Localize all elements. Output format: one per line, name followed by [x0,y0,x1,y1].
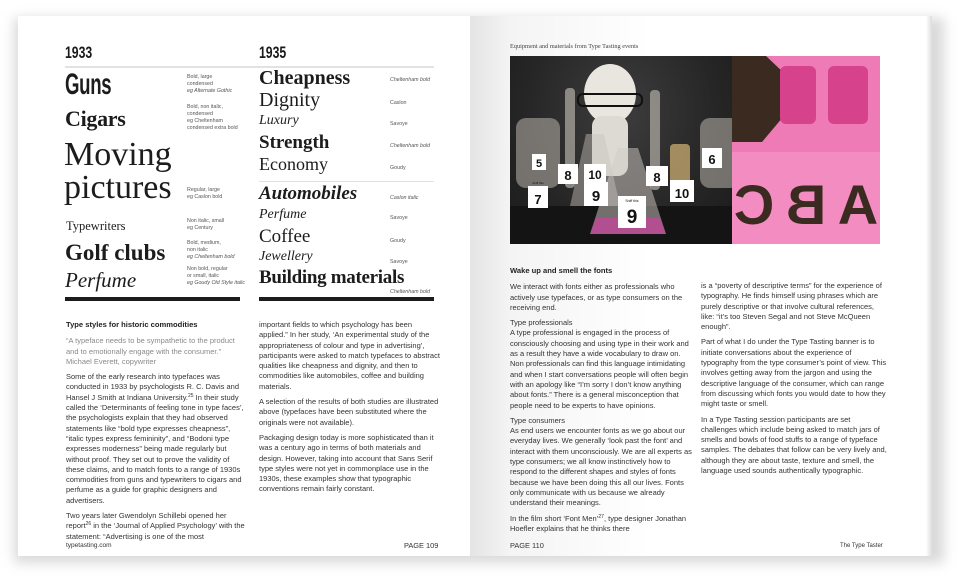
note-example: eg Cheltenham bold [187,254,235,260]
label-number: 10 [674,186,690,201]
specimen-word: Golf clubs [65,240,166,265]
note-line: Bold, large [187,74,213,80]
label-number: 6 [708,152,716,167]
paragraph: Packaging design today is more sophisticated than it was a century ago in terms of both materials and design. However, taking into account that Sans Serif type styles were not yet in commonplace use in the 1930s, these examples show that typographic conventions remain fairly constant. [259,432,434,494]
section-heading: Wake up and smell the fonts [510,266,613,275]
specimen-font-name: Goudy [390,238,406,244]
jar [516,118,560,188]
note-line: eg Century [187,225,213,231]
specimen-note [187,218,224,232]
mould-cavity [780,66,816,124]
specimen-note [187,74,232,95]
divider [65,297,240,301]
paragraph: Type professionals A type professional is engaged in the process of consciously choosing and using type in their work and as a result they have a wide vocabulary to draw on. Non professionals can find this language intimidating and when I start conversations people will often begin with an apology like “I’m sorry I don’t know anything about fonts.” There is a general misconception that people need to be experts to have opinions. [510,318,692,411]
left-column-2 [259,320,441,500]
specimen-word: Cheapness [259,67,351,89]
specimen-word: Luxury [259,113,299,128]
note-line: condensed [187,81,213,87]
specimen-1933 [64,42,259,292]
specimen-font-name: Savoye [390,259,408,265]
footnote-ref[interactable]: 27 [598,513,604,520]
label-number: 7 [534,192,542,207]
specimen-word: Economy [259,154,328,174]
footnote-ref[interactable]: 26 [85,521,92,528]
paragraph: We interact with fonts either as professionals who actively use typefaces, or as type consumers on the receiving end. [510,282,683,312]
specimen-word: Perfume [259,207,307,222]
subheading: Type consumers [510,415,566,425]
subheading: Type professionals [510,318,573,328]
specimen-year: 1935 [259,43,287,62]
label-number: 8 [564,168,572,183]
specimen-word: Perfume [65,268,137,292]
chocolate-letter: C [733,173,775,236]
mould-cavity [828,66,868,124]
divider [259,181,434,182]
specimen-font-name: Savoye [390,121,408,127]
note-example: eg Goudy Old Style italic [187,280,245,286]
label-text: Sniff this [532,181,544,185]
note-line: non italic [187,247,208,253]
section-heading: Type styles for historic commodities [66,320,198,329]
note-line: eg Caslon bold [187,194,223,200]
label-number: 5 [535,158,543,170]
note-line: condensed extra bold [187,125,238,131]
specimen-word: Strength [259,132,330,153]
specimen-word: Moving [64,136,172,173]
page-footer-title: The Type Taster [840,543,883,549]
note-line: Bold, non italic, [187,104,223,110]
specimen-year: 1933 [65,43,93,62]
lab-glassware-photo [510,56,732,244]
specimen-word: Guns [65,68,112,101]
specimen-word: Jewellery [259,249,313,264]
paragraph: important fields to which psychology has been applied.” In her study, ‘An experimental study of the appropriateness of colour and type in advertising’, participants were asked to match typefaces to abstract qualities like cheapness and dignity, and then to commodities like automobiles, coffee and building materials. [259,320,440,391]
specimen-word: Automobiles [259,183,358,204]
note-line: eg Cheltenham [187,118,223,124]
lab-scene [510,56,732,244]
specimen-1935 [259,42,456,295]
note-line: Non italic, small [187,218,225,224]
mould-scene [732,56,880,244]
note-line: condensed [187,111,213,117]
specimen-word: Dignity [259,89,321,111]
page-number: PAGE 109 [404,541,439,550]
page-number: PAGE 110 [510,541,544,550]
label-number: 9 [591,188,601,205]
photo [510,56,880,244]
specimen-word: Cigars [65,106,126,131]
label-number: 10 [588,168,602,182]
page-footer-url: typetasting.com [66,542,112,549]
label-text: Sniff this [625,199,639,203]
note-line: Regular, large [187,187,220,193]
photo-caption: Equipment and materials from Type Tasting events [510,43,639,50]
footnote-ref[interactable]: 25 [188,392,194,399]
left-column-1 [66,320,246,547]
note-line: Bold, medium, [187,240,221,246]
right-column-1 [510,266,692,539]
specimen-font-name: Savoye [390,215,408,221]
specimen-font-name: Goudy [390,165,406,171]
right-page [470,16,932,556]
paragraph: Some of the early research into typefaces was conducted in 1933 by psychologists R. C. Davis and Hansel J Smith at Indiana University.$^{25}$ In their study called the ‘Determinants of feeling tone in type faces’, the psychologists explain that they had observed statements like “bold type expresses cheapness”, “italic types express femininity”, and “Bodoni type expresses moderness” being made regularly but without proof. They set out to prove the validity of these claims, and to match fonts to a range of 1930s commodities from guns and typewriters to cigars and perfume as a guide for graphic designers and advertisers. [66,372,244,505]
pull-quote: “A typeface needs to be sympathetic to the product and to emotionally engage with the consumer.” Michael Everett, copywriter [66,336,235,366]
specimen-note [187,266,257,287]
chocolate-letter: B [785,173,827,236]
specimen-word: Coffee [259,226,311,247]
paragraph: Type consumers As end users we encounter fonts as we go about our everyday lives. We generally ‘look past the font’ and interact with them unconsciously. We are all experts as type consumers; we all know instinctively how to respond to the different shapes and styles of fonts because we have been doing this all our lives. Fonts only communicate with us because we already understand their meanings. [510,415,692,508]
specimen-font-name: Cheltenham bold [390,289,431,295]
specimen-font-name: Caslon [390,100,407,106]
paragraph: In a Type Tasting session participants are set challenges which include being asked to match jars of smells and bowls of food stuffs to a range of typeface samples. The debates that follow can be very lively and, although they are about taste, texture and smell, the language used sounds authentically typographic. [701,414,887,476]
paragraph: A selection of the results of both studies are illustrated above (typefaces have been substituted where the originals were not available). [259,397,439,427]
divider [259,297,434,301]
left-page [18,16,470,556]
specimen-word: Building materials [259,267,405,288]
specimen-note [187,240,234,261]
note-line: or small, italic [187,273,220,279]
chocolate-letter: A [837,173,879,236]
note-example: eg Alternate Gothic [187,88,233,94]
paragraph: In the film short ‘Font Men’$^{27}$, type designer Jonathan Hoefler explains that he thinks there [510,513,687,533]
specimen-word: pictures [64,169,172,206]
specimen-note [187,187,222,201]
specimen-note [187,104,238,132]
label-number: 8 [653,170,661,185]
specimen-font-name: Caslon italic [390,195,419,201]
specimen-font-name: Cheltenham bold [390,143,431,149]
specimen-font-name: Cheltenham bold [390,77,431,83]
note-line: Non bold, regular [187,266,228,272]
label-number: 9 [626,207,638,228]
paragraph: Part of what I do under the Type Tasting banner is to initiate conversations about the experience of typography from the type consumer’s point of view. This involves getting away from the jargon and using the descriptive language of the consumer, which can range from discussing which fonts you would date to how they might taste or smell. [701,337,887,409]
paragraph: Two years later Gwendolyn Schillebi opened her report$^{26}$ in the ‘Journal of Applied Psychology’ with the statement: “Advertising is one of the most [66,511,245,541]
chocolate-mould-photo [732,56,880,244]
paragraph: is a “poverty of descriptive terms” for the experience of typography. He finds himself using phrases which are purely descriptive or that involve cultural references, like: “it’s too Steven Segal and not Steve McQueen enough”. [701,281,882,332]
right-column-2 [701,281,887,481]
specimen-word: Typewriters [66,219,126,233]
